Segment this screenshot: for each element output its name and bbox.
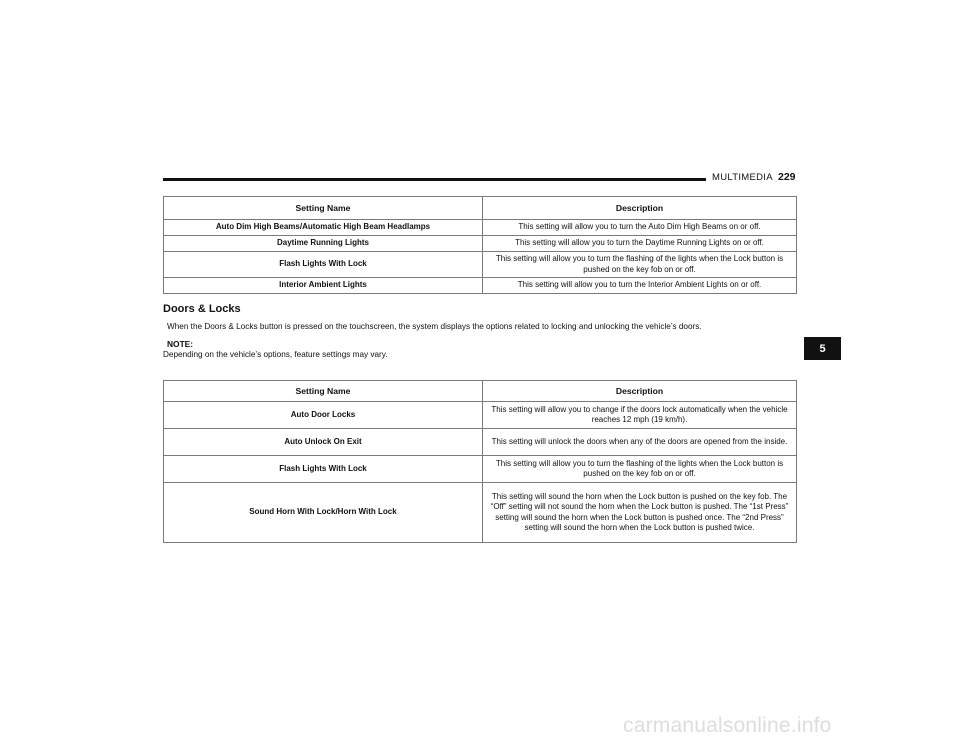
setting-description: This setting will unlock the doors when any of the doors are opened from the inside. bbox=[483, 429, 797, 456]
table-row bbox=[164, 220, 797, 236]
setting-description: This setting will allow you to turn the Interior Ambient Lights on or off. bbox=[483, 278, 797, 294]
note-label: NOTE: bbox=[167, 339, 194, 349]
setting-name: Sound Horn With Lock/Horn With Lock bbox=[164, 483, 483, 543]
table-row bbox=[164, 429, 797, 456]
section-intro-text: When the Doors & Locks button is pressed on the touchscreen, the system displays the options related to locking and unlocking the vehicle’s doors. bbox=[167, 322, 702, 331]
setting-name: Daytime Running Lights bbox=[164, 236, 483, 252]
table-row bbox=[164, 278, 797, 294]
setting-description: This setting will allow you to turn the Daytime Running Lights on or off. bbox=[483, 236, 797, 252]
table-row bbox=[164, 236, 797, 252]
chapter-tab: 5 bbox=[804, 337, 841, 360]
setting-name: Interior Ambient Lights bbox=[164, 278, 483, 294]
setting-description: This setting will allow you to change if the doors lock automatically when the vehicle reaches 12 mph (19 km/h). bbox=[483, 402, 797, 429]
table-row bbox=[164, 456, 797, 483]
setting-name: Flash Lights With Lock bbox=[164, 252, 483, 278]
column-header-description: Description bbox=[483, 381, 797, 402]
table-row bbox=[164, 402, 797, 429]
table-row bbox=[164, 483, 797, 543]
page-number: 229 bbox=[778, 171, 796, 183]
setting-description: This setting will allow you to turn the Auto Dim High Beams on or off. bbox=[483, 220, 797, 236]
setting-name: Auto Door Locks bbox=[164, 402, 483, 429]
doors-locks-settings-table bbox=[163, 380, 797, 543]
setting-description: This setting will sound the horn when the Lock button is pushed on the key fob. The “Off” setting will not sound the horn when the Lock button is pushed. The “1st Press” setting will sound the horn when the Lock button is pushed once. The “2nd Press” setting will sound the horn when the Lock button is pushed twice. bbox=[483, 483, 797, 543]
setting-name: Auto Dim High Beams/Automatic High Beam Headlamps bbox=[164, 220, 483, 236]
column-header-setting-name: Setting Name bbox=[164, 197, 483, 220]
table-row bbox=[164, 252, 797, 278]
section-heading: Doors & Locks bbox=[163, 303, 241, 315]
setting-name: Auto Unlock On Exit bbox=[164, 429, 483, 456]
setting-description: This setting will allow you to turn the flashing of the lights when the Lock button is pushed on the key fob on or off. bbox=[483, 252, 797, 278]
header-rule bbox=[163, 178, 706, 181]
column-header-description: Description bbox=[483, 197, 797, 220]
setting-description: This setting will allow you to turn the flashing of the lights when the Lock button is pushed on the key fob on or off. bbox=[483, 456, 797, 483]
note-text: Depending on the vehicle’s options, feature settings may vary. bbox=[163, 350, 388, 359]
vehicle-settings-table bbox=[163, 196, 797, 294]
header-section-title: MULTIMEDIA bbox=[712, 172, 773, 183]
watermark: carmanualsonline.info bbox=[623, 714, 832, 737]
column-header-setting-name: Setting Name bbox=[164, 381, 483, 402]
setting-name: Flash Lights With Lock bbox=[164, 456, 483, 483]
